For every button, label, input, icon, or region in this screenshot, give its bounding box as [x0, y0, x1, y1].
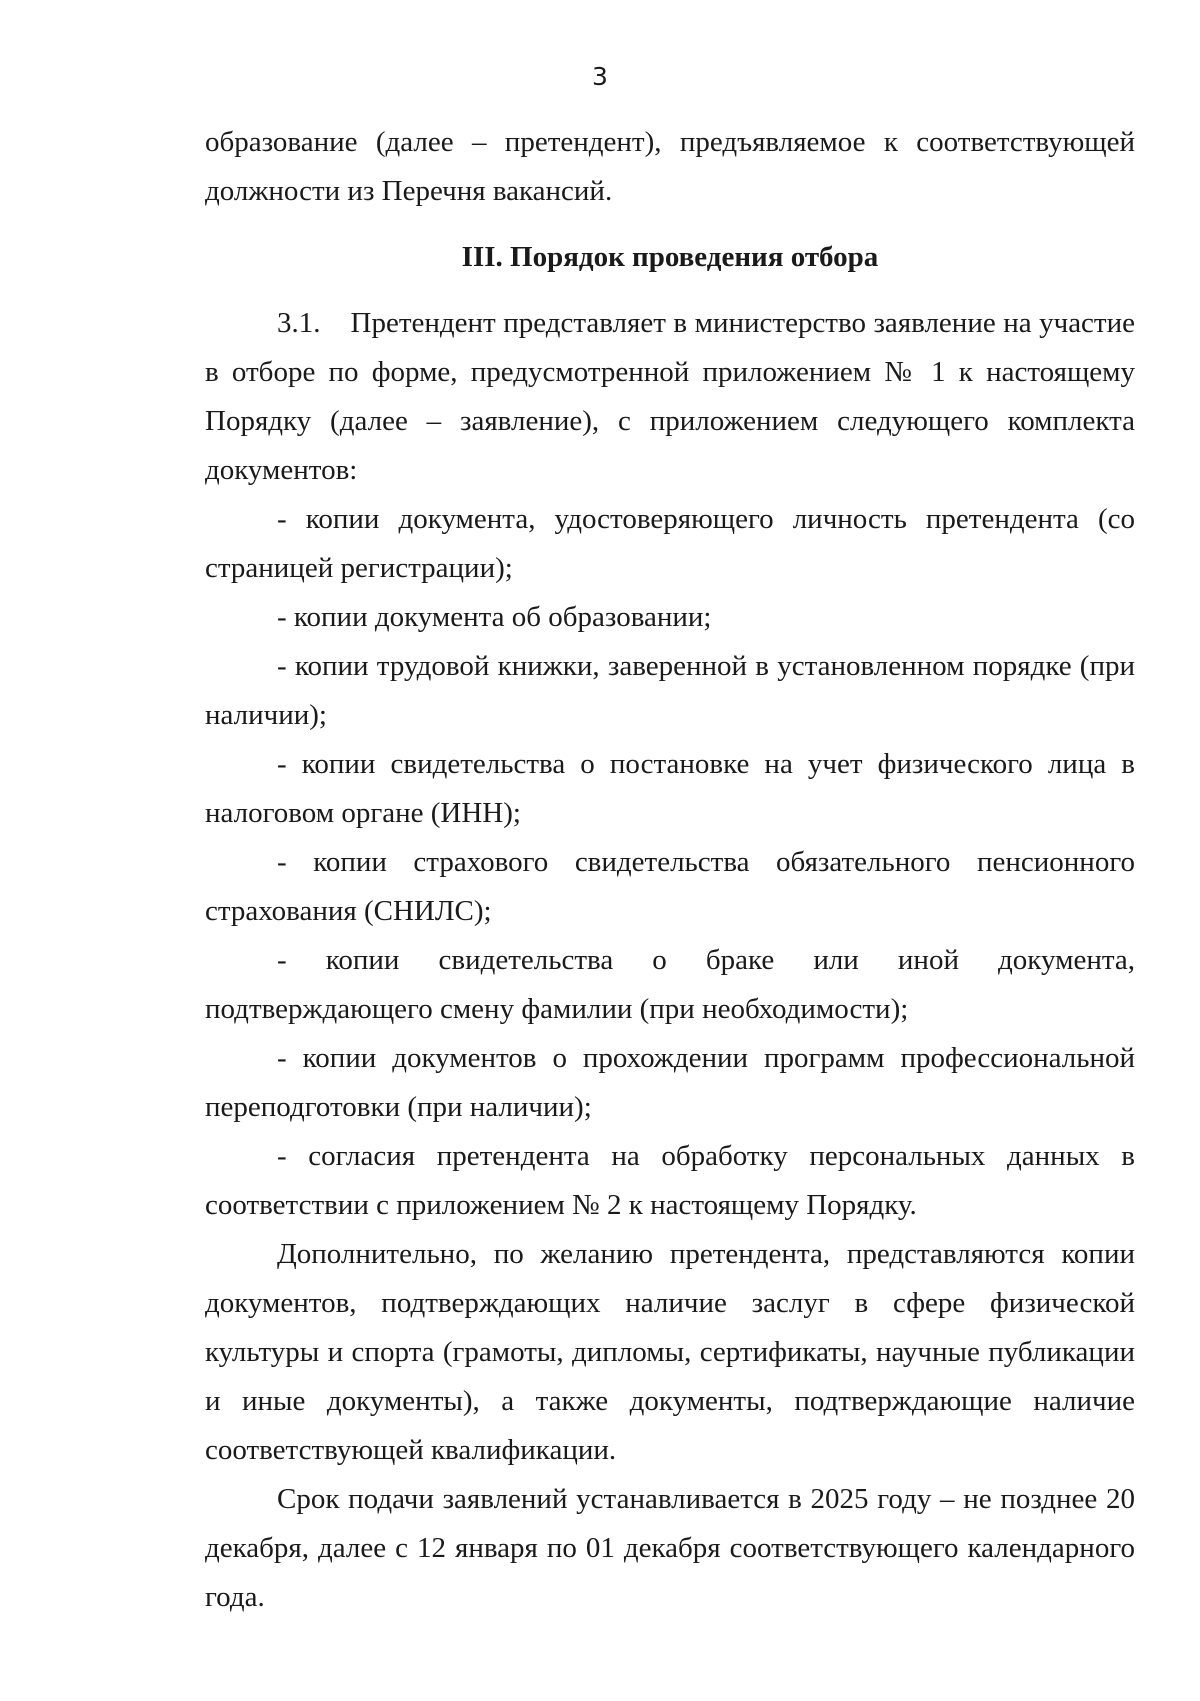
document-item: - копии свидетельства о браке или иной документа, подтверждающего смену фамилии (при необходимости); [205, 944, 1135, 1025]
clause-3-1 [205, 299, 1135, 495]
page-number: 3 [592, 62, 608, 91]
section-heading: III. Порядок проведения отбора [461, 241, 879, 273]
document-item: - копии трудовой книжки, заверенной в установленном порядке (при наличии); [205, 650, 1135, 731]
intro-paragraph: образование (далее – претендент), предъявляемое к соответствующей должности из Перечня вакансий. [205, 126, 1135, 207]
clause-number: 3.1. [277, 307, 321, 339]
deadline-paragraph: Срок подачи заявлений устанавливается в 2025 году – не позднее 20 декабря, далее с 12 января по 01 декабря соответствующего календарного года. [205, 1483, 1135, 1613]
additional-paragraph: Дополнительно, по желанию претендента, представляются копии документов, подтверждающих наличие заслуг в сфере физической культуры и спорта (грамоты, дипломы, сертификаты, научные публикации и иные документы), а также документы, подтверждающие наличие соответствующей квалификации. [205, 1238, 1135, 1466]
document-body [205, 118, 1135, 1622]
document-item: - согласия претендента на обработку персональных данных в соответствии с приложением № 2 к настоящему Порядку. [205, 1140, 1135, 1221]
document-item: - копии свидетельства о постановке на учет физического лица в налоговом органе (ИНН); [205, 748, 1135, 829]
document-item: - копии документа об образовании; [277, 601, 712, 633]
document-item: - копии документов о прохождении программ профессиональной переподготовки (при наличии); [205, 1042, 1135, 1123]
documents-list [205, 495, 1135, 1230]
document-item: - копии страхового свидетельства обязательного пенсионного страхования (СНИЛС); [205, 846, 1135, 927]
document-item: - копии документа, удостоверяющего личность претендента (со страницей регистрации); [205, 503, 1135, 584]
clause-text: Претендент представляет в министерство заявление на участие в отборе по форме, предусмотренной приложением № 1 к настоящему Порядку (далее – заявление), с приложением следующего комплекта документов: [205, 307, 1135, 486]
